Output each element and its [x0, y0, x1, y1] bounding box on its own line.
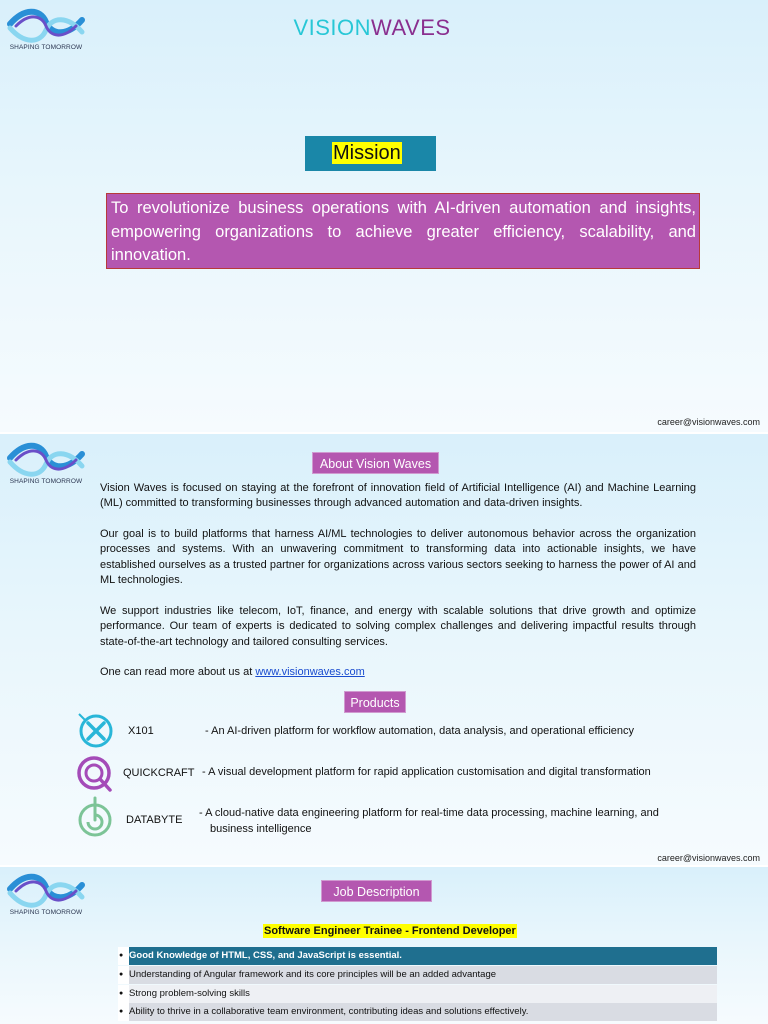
wave-logo-icon — [6, 440, 86, 480]
bullet-icon — [118, 1003, 129, 1021]
products-heading: Products — [344, 691, 406, 713]
requirement-text: Good Knowledge of HTML, CSS, and JavaScript is essential. — [129, 947, 717, 965]
logo-tagline: SHAPING TOMORROW — [9, 478, 83, 485]
requirement-row — [118, 1003, 717, 1021]
x101-icon — [77, 710, 115, 752]
brand-part-waves: WAVES — [371, 15, 451, 40]
requirement-text: Ability to thrive in a collaborative team environment, contributing ideas and solutions effectively. — [129, 1003, 717, 1021]
about-paragraph-1: Vision Waves is focused on staying at the forefront of innovation field of Artificial Intelligence (AI) and Machine Learning (ML) committed to transforming businesses through advanced automation and data-driven insights. — [100, 482, 696, 510]
page-about — [0, 434, 768, 865]
requirement-row — [118, 966, 717, 984]
product-desc-databyte-line1: - A cloud-native data engineering platform for real-time data processing, machine learning, and — [199, 807, 659, 819]
product-name-x101: X101 — [128, 725, 154, 737]
requirement-row — [118, 947, 717, 965]
company-logo — [6, 440, 86, 490]
footer-email[interactable]: career@visionwaves.com — [657, 417, 760, 427]
product-desc-quickcraft: - A visual development platform for rapid application customisation and digital transformation — [202, 766, 651, 778]
page-mission — [0, 0, 768, 432]
footer-email[interactable]: career@visionwaves.com — [657, 853, 760, 863]
product-desc-databyte-line2: business intelligence — [210, 822, 312, 835]
about-heading: About Vision Waves — [312, 452, 439, 474]
quickcraft-icon — [75, 752, 113, 794]
mission-statement: To revolutionize business operations with AI-driven automation and insights, empowering organizations to achieve greater efficiency, scalability, and innovation. — [106, 193, 700, 269]
product-name-databyte: DATABYTE — [126, 814, 183, 826]
job-description-heading: Job Description — [321, 880, 432, 902]
mission-heading: Mission — [333, 142, 401, 164]
read-more-text: One can read more about us at — [100, 666, 256, 678]
company-logo — [6, 871, 86, 921]
product-desc-databyte — [199, 806, 659, 837]
requirement-text: Understanding of Angular framework and its core principles will be an added advantage — [129, 966, 717, 984]
website-link[interactable]: www.visionwaves.com — [255, 666, 365, 678]
requirement-text: Strong problem-solving skills — [129, 985, 717, 1003]
read-more-line — [100, 665, 696, 680]
logo-tagline: SHAPING TOMORROW — [9, 909, 83, 916]
page-job-description — [0, 867, 768, 1024]
wave-logo-icon — [6, 871, 86, 911]
bullet-icon — [118, 985, 129, 1003]
about-paragraph-3: We support industries like telecom, IoT, finance, and energy with scalable solutions that drive growth and optimize performance. Our team of experts is dedicated to solving complex challenges and delivering impactful results through state-of-the-art technology and tailored consulting services. — [100, 605, 696, 648]
databyte-icon — [76, 796, 114, 838]
bullet-icon — [118, 966, 129, 984]
job-title: Software Engineer Trainee - Frontend Developer — [264, 925, 516, 937]
logo-tagline: SHAPING TOMORROW — [9, 44, 83, 51]
about-paragraph-2: Our goal is to build platforms that harness AI/ML technologies to deliver autonomous behavior across the organization processes and systems. With an unwavering commitment to transforming data into actionable insights, we have established ourselves as a trusted partner for organizations across various sectors seeking to harness the power of AI and ML technologies. — [100, 528, 696, 586]
brand-title — [0, 15, 744, 41]
requirement-row — [118, 985, 717, 1003]
product-name-quickcraft: QUICKCRAFT — [123, 767, 195, 779]
brand-part-vision: VISION — [293, 15, 372, 40]
mission-heading-box — [305, 136, 436, 171]
bullet-icon — [118, 947, 129, 965]
product-desc-x101: - An AI-driven platform for workflow automation, data analysis, and operational efficiency — [205, 725, 635, 737]
